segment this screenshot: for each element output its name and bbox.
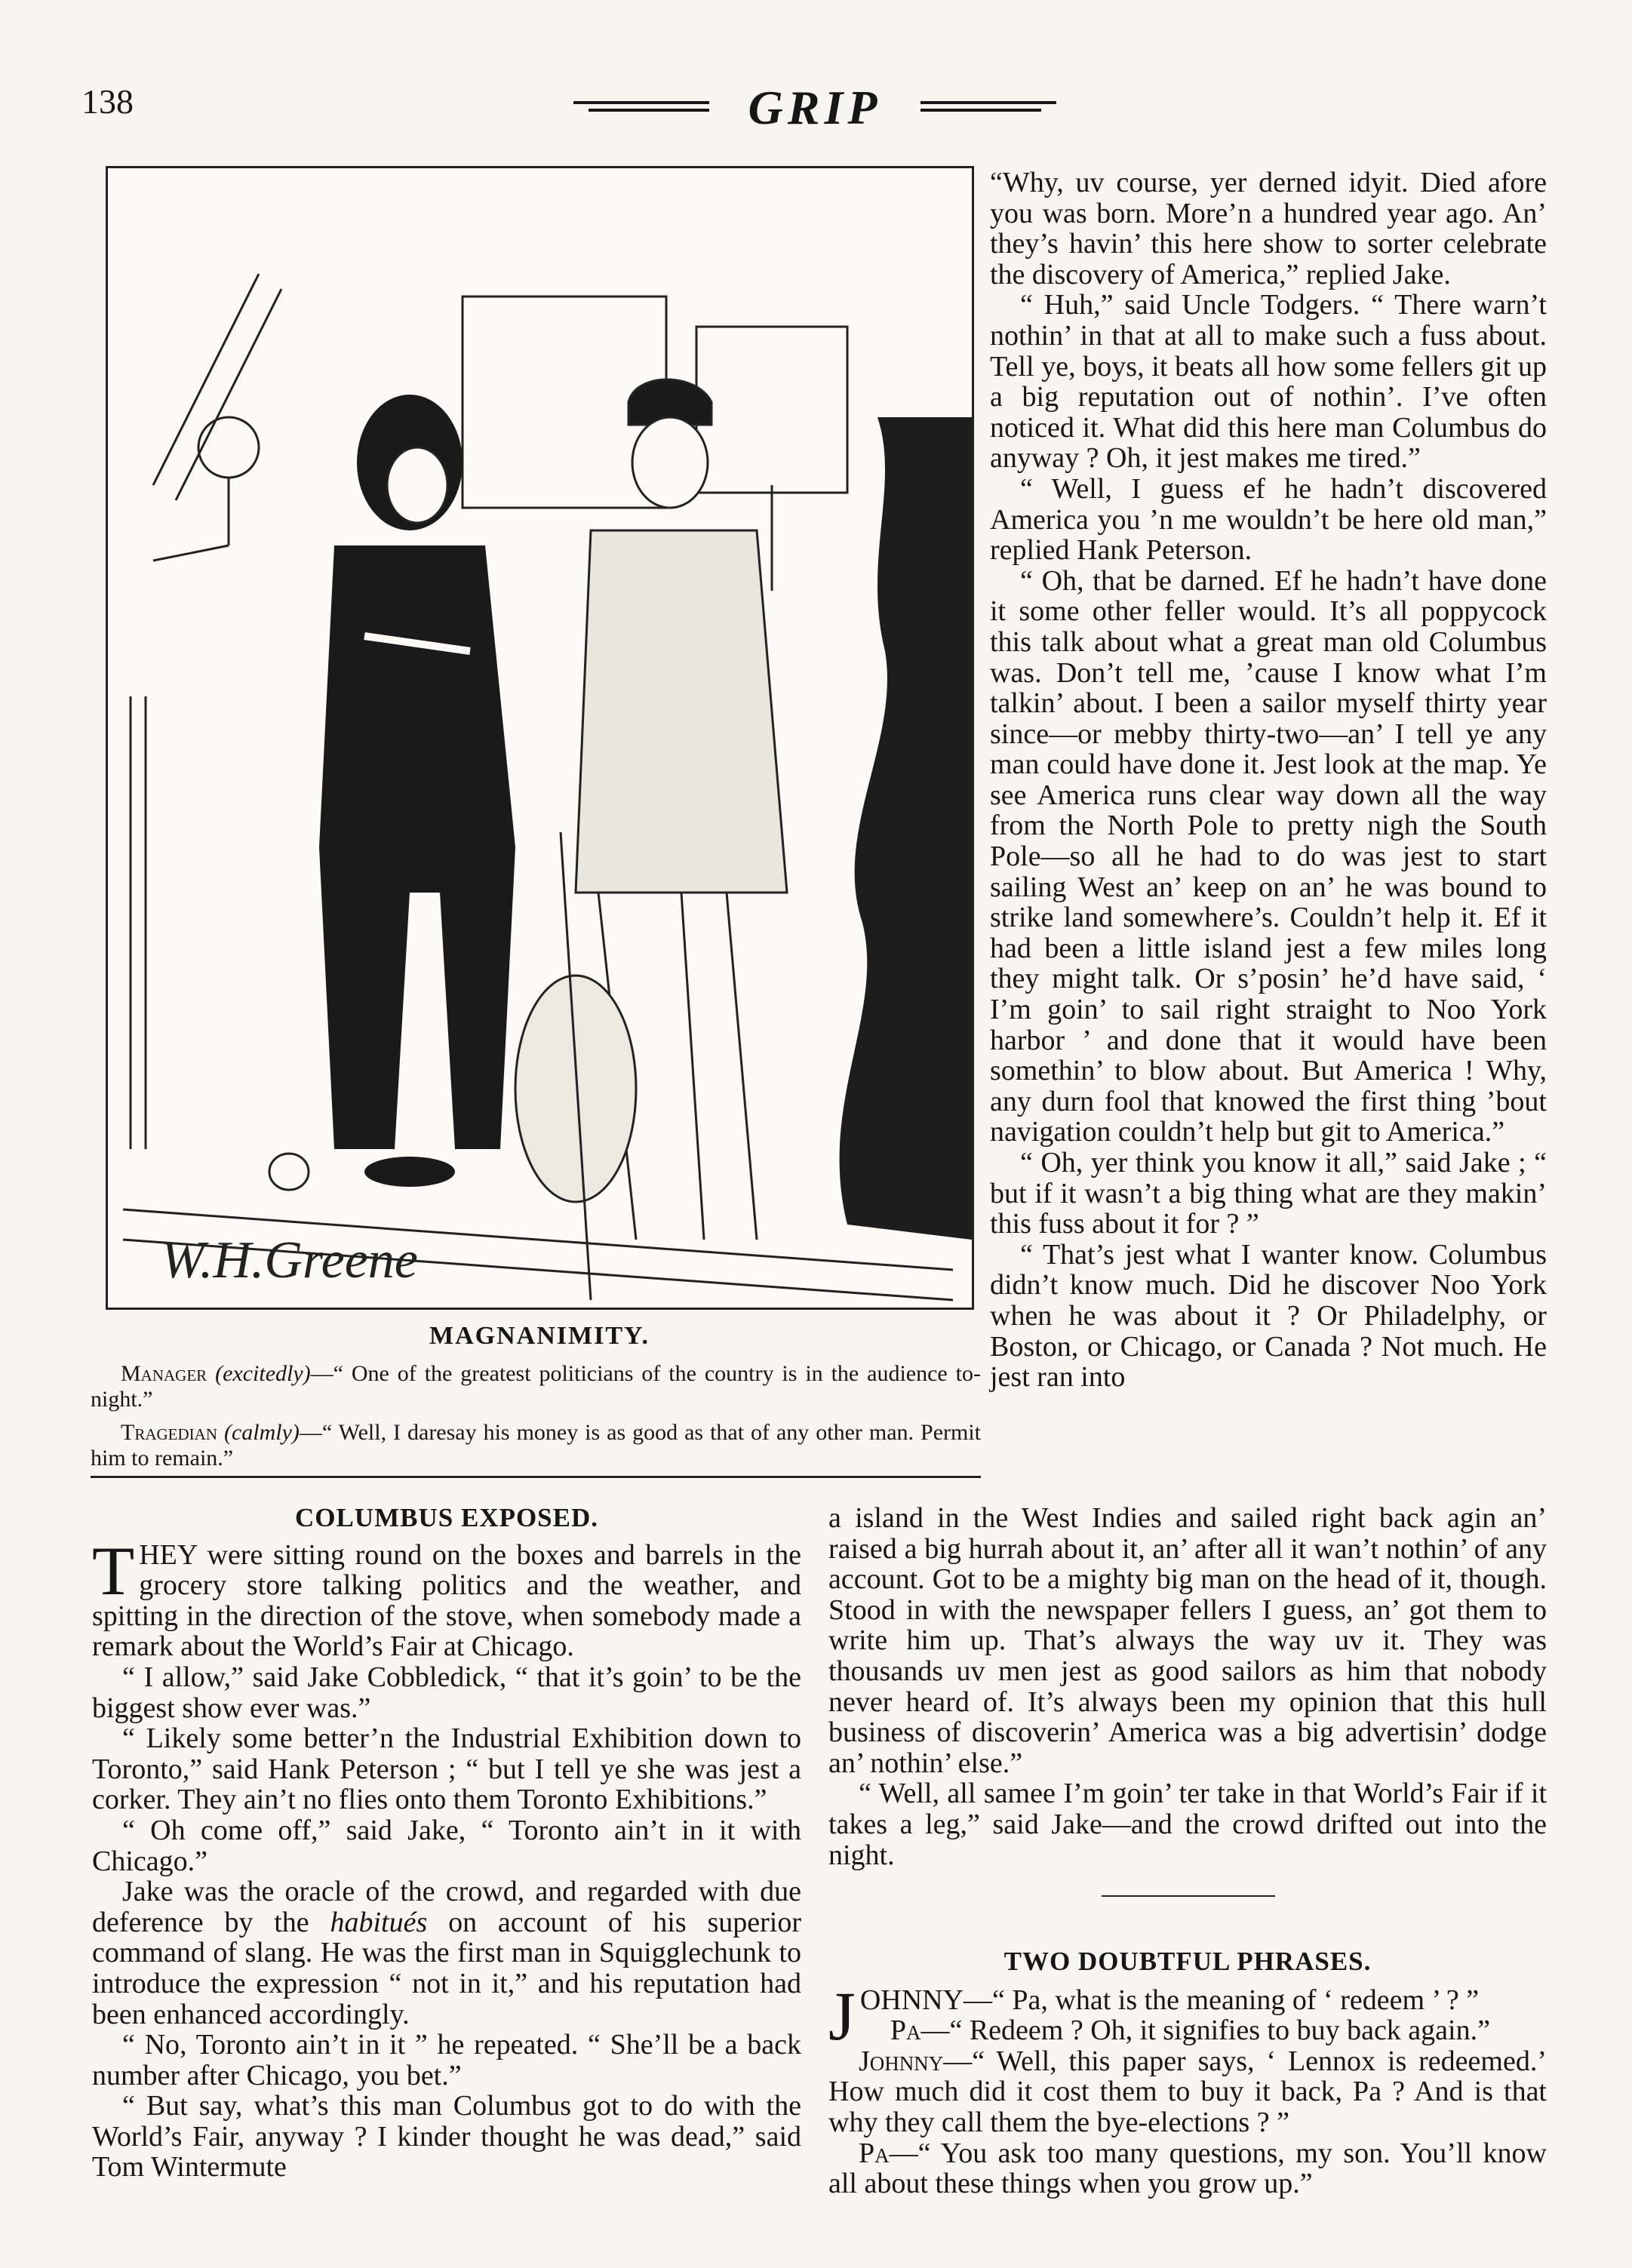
stage-direction: (calmly) xyxy=(223,1420,300,1445)
paragraph: THEY were sitting round on the boxes and barrels in the grocery store talking politics and the weather, and spitting in the direction of the stove, when somebody made a remark about the World’s Fair at Chicago. xyxy=(92,1532,801,1663)
paragraph: JOHNNY—“ Pa, what is the meaning of ‘ redeem ’ ? ” xyxy=(828,1977,1480,2054)
paragraph: “ Likely some better’n the Industrial Exhibition down to Toronto,” said Hank Peterson ; “ but I tell ye she was jest a corker. They ain’t no flies onto them Toronto Exhibitions.” xyxy=(92,1723,801,1816)
article-heading: TWO DOUBTFUL PHRASES. xyxy=(1003,1947,1372,1976)
paragraph: “ Well, I guess ef he hadn’t discovered America you ’n me wouldn’t be here old man,” replied Hank Peterson. xyxy=(990,472,1547,567)
paragraph: Jake was the oracle of the crowd, and regarded with due deference by the habitués on account of his superior command of slang. He was the first man in Squigglechunk to introduce the expression “ not in it,” and his reputation had been enhanced accordingly. xyxy=(92,1876,801,2030)
paragraph: Johnny—“ Well, this paper says, ‘ Lennox is redeemed.’ How much did it cost them to buy it back, Pa ? And is that why they call them the bye-elections ? ” xyxy=(828,2045,1547,2138)
paragraph: “ I allow,” said Jake Cobbledick, “ that it’s goin’ to be the biggest show ever was.” xyxy=(92,1661,801,1724)
paragraph: “ Huh,” said Uncle Todgers. “ There warn’t nothin’ in that at all to make such a fuss about. Tell ye, boys, it beats all how some fellers git up a big reputation out of nothin’. I’ve often noticed it. What did this here man Columbus do anyway ? Oh, it jest makes me tired.” xyxy=(990,289,1547,475)
article-heading: COLUMBUS EXPOSED. xyxy=(294,1503,599,1532)
paragraph: a island in the West Indies and sailed right back agin an’ raised a big hurrah about it, an’ after all it wan’t nothin’ of any account. Got to be a mighty big man on the head of it, though. Stood in with the newspaper fellers I guess, an’ got them to write him up. That’s always the way uv it. They was thousands uv men jest as good sailors as him that nobody never heard of. It’s always been my opinion that this hull business of discoverin’ America was a big advertisin’ dodge an’ nothin’ else.” xyxy=(828,1502,1547,1779)
paragraph: “ Well, all samee I’m goin’ ter take in that World’s Fair if it takes a leg,” said Jake—and the crowd drifted out into the night. xyxy=(828,1778,1547,1871)
caption-text: —“ One of the greatest politicians of the country is in the audience to-night.” xyxy=(91,1361,981,1412)
paragraph: “ No, Toronto ain’t in it ” he repeated. “ She’ll be a back number after Chicago, you bet.” xyxy=(92,2029,801,2091)
drop-cap: T xyxy=(92,1532,135,1609)
paragraph: “Why, uv course, yer derned idyit. Died afore you was born. More’n a hundred year ago. An’ they’s havin’ this here show to sorter celebrate the discovery of America,” replied Jake. xyxy=(990,167,1547,290)
right-column-top xyxy=(990,167,1547,1393)
speaker-tragedian: Tragedian xyxy=(121,1420,217,1445)
paragraph: Pa—“ You ask too many questions, my son. You’ll know all about these things when you grow up.” xyxy=(828,2137,1547,2200)
cartoon-manager-and-tragedian-icon xyxy=(108,168,972,1308)
masthead xyxy=(573,75,1056,136)
caption-line-manager xyxy=(91,1361,981,1412)
paragraph: “ Oh, that be darned. Ef he hadn’t have done it some other feller would. It’s all poppycock this talk about what a great man old Columbus was. Don’t tell me, ’cause I know what I’m talkin’ about. I been a sailor myself thirty year since—or mebby thirty-two—an’ I tell ye any man could have done it. Jest look at the map. Ye see America runs clear way down all the way from the North Pole to pretty nigh the South Pole—so all he had to do was jest to start sailing West an’ keep on an’ he was bound to strike land somewhere’s. Couldn’t help it. Ef it had been a little island jest a few miles long they might talk. Or s’posin’ he’d have said, ‘ I’m goin’ to sail right straight to Noo York harbor ’ and done that it would have been somethin’ to blow about. But America ! Why, any durn fool that knowed the first thing ’bout navigation couldn’t help but git to America.” xyxy=(990,564,1547,1148)
stage-direction: (excitedly) xyxy=(215,1361,311,1386)
paragraph: “ But say, what’s this man Columbus got to do with the World’s Fair, anyway ? I kinder thought he was dead,” said Tom Wintermute xyxy=(92,2090,801,2183)
masthead-title: GRIP xyxy=(748,81,882,134)
caption-line-tragedian xyxy=(91,1420,981,1471)
paragraph: “ That’s jest what I wanter know. Columbus didn’t know much. Did he discover Noo York when he was about it ? Or Philadelphy, or Boston, or Chicago, or Canada ? Not much. He jest ran into xyxy=(990,1238,1547,1394)
speaker-manager: Manager xyxy=(121,1361,207,1386)
drop-cap: J xyxy=(828,1977,856,2054)
article-columbus-exposed xyxy=(92,1503,801,2183)
right-column-bottom xyxy=(828,1503,1547,1870)
italic-term: habitués xyxy=(330,1906,428,1938)
illustration xyxy=(106,166,974,1310)
paragraph: “ Oh come off,” said Jake, “ Toronto ain’t in it with Chicago.” xyxy=(92,1814,801,1877)
illustration-signature: W.H.Greene xyxy=(161,1231,418,1289)
article-two-doubtful-phrases xyxy=(828,1947,1547,2199)
paragraph: “ Oh, yer think you know it all,” said Jake ; “ but if it wasn’t a big thing what are they makin’ this fuss about it for ? ” xyxy=(990,1147,1547,1240)
page-number: 138 xyxy=(81,82,134,121)
caption-title: MAGNANIMITY. xyxy=(429,1322,650,1350)
divider xyxy=(1102,1895,1275,1897)
caption-text: —“ Well, I daresay his money is as good as that of any other man. Permit him to remain.” xyxy=(91,1420,981,1471)
paragraph: Pa—“ Redeem ? Oh, it signifies to buy back again.” xyxy=(890,2014,1490,2047)
divider xyxy=(91,1476,981,1478)
